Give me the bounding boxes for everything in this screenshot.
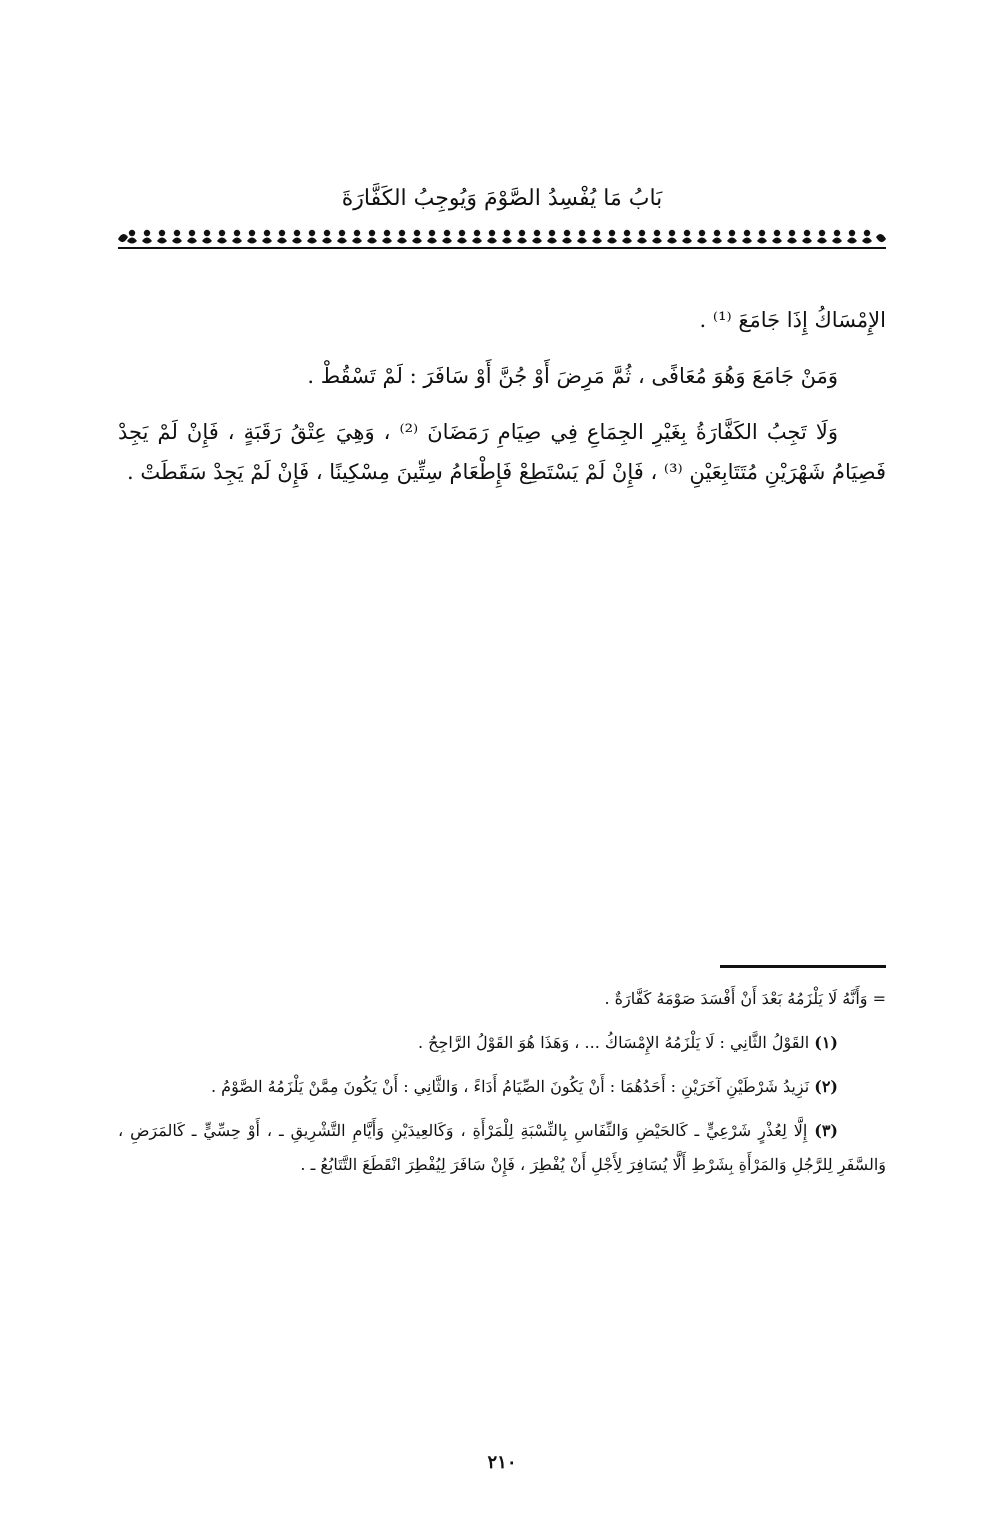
footnote-number: (١)	[814, 1033, 838, 1052]
footnote-number: (٢)	[814, 1077, 838, 1096]
page-title: بَابُ مَا يُفْسِدُ الصَّوْمَ وَيُوجِبُ الكَفَّارَةَ	[341, 186, 663, 211]
ornament-motif	[472, 230, 482, 244]
ornament-motif	[742, 230, 752, 244]
ornament-motif	[202, 230, 212, 244]
footnote-separator	[720, 965, 886, 968]
ornament-motif	[757, 230, 767, 244]
footnote-3	[118, 1114, 886, 1182]
ornament-motif	[427, 230, 437, 244]
footnote-1	[118, 1026, 886, 1060]
paragraph: الإِمْسَاكُ إِذَا جَامَعَ ⁽¹⁾ .	[699, 308, 886, 332]
ornament-motif	[592, 230, 602, 244]
ornament-motif	[517, 230, 527, 244]
ornament-motif	[577, 230, 587, 244]
paragraph: وَمَنْ جَامَعَ وَهُوَ مُعَافًى ، ثُمَّ مَرِضَ أَوْ جُنَّ أَوْ سَافَرَ : لَمْ تَسْقُطْ .	[307, 364, 838, 388]
ornament-motif	[652, 230, 662, 244]
ornament-motif	[817, 230, 827, 244]
ornament-motif	[787, 230, 797, 244]
ornament-motif	[637, 230, 647, 244]
ornament-motif	[622, 230, 632, 244]
ornament-motif	[562, 230, 572, 244]
ornament-motif	[217, 230, 227, 244]
ornament-motif	[277, 230, 287, 244]
ornament-motif	[262, 230, 272, 244]
ornament-motif	[862, 230, 872, 244]
ornament-motif	[292, 230, 302, 244]
ornament-end-right	[876, 234, 886, 242]
ornament-motif	[232, 230, 242, 244]
ornament-motif	[352, 230, 362, 244]
footnotes	[118, 982, 886, 1192]
ornament-end-left	[118, 234, 128, 242]
ornament-motif	[682, 230, 692, 244]
ornament-motif	[322, 230, 332, 244]
ornament-motif	[847, 230, 857, 244]
ornament-motif	[832, 230, 842, 244]
ornament-motif	[142, 230, 152, 244]
ornament-motif	[397, 230, 407, 244]
ornament-motif	[772, 230, 782, 244]
ornament-motif	[367, 230, 377, 244]
main-text	[118, 300, 886, 508]
footnote-text: القَوْلُ الثَّانِي : لَا يَلْزَمُهُ الإِمْسَاكُ ... ، وَهَذَا هُوَ القَوْلُ الرَّاجِحُ .	[417, 1033, 810, 1052]
ornament-motif	[802, 230, 812, 244]
ornament-motif	[697, 230, 707, 244]
ornament-motif	[337, 230, 347, 244]
footnote-continuation: = وَأَنَّهُ لَا يَلْزَمُهُ بَعْدَ أَنْ أَفْسَدَ صَوْمَهُ كَفَّارَةٌ .	[604, 989, 886, 1008]
ornament-motif	[547, 230, 557, 244]
ornament-motif	[712, 230, 722, 244]
footnote-text: إِلَّا لِعُذْرٍ شَرْعِيٍّ ـ كَالحَيْضِ وَالنِّفَاسِ بِالنِّسْبَةِ لِلْمَرْأَةِ ، وَكَالعِيدَيْنِ وَأَيَّامِ التَّشْرِيقِ ـ ، أَوْ حِسِّيٍّ ـ كَالمَرَضِ ، وَالسَّفَرِ لِلرَّجُلِ وَالمَرْأَةِ بِشَرْطِ أَلَّا يُسَافِرَ لِأَجْلِ أَنْ يُفْطِرَ ، فَإِنْ سَافَرَ لِيُفْطِرَ انْقَطَعَ التَّتَابُعُ ـ .	[118, 1121, 886, 1174]
ornament-motif	[442, 230, 452, 244]
page-number: ٢١٠	[487, 1452, 517, 1473]
ornament-motif	[187, 230, 197, 244]
ornament-motif	[457, 230, 467, 244]
floral-border-icon	[118, 228, 886, 250]
ornament-motif	[307, 230, 317, 244]
ornament-motif	[607, 230, 617, 244]
ornament-motif	[382, 230, 392, 244]
ornament-motif	[172, 230, 182, 244]
footnote-text: نَزِيدُ شَرْطَيْنِ آخَرَيْنِ : أَحَدُهُمَا : أَنْ يَكُونَ الصِّيَامُ أَدَاءً ، وَالثَّانِي : أَنْ يَكُونَ مِمَّنْ يَلْزَمُهُ الصَّوْمُ .	[211, 1077, 810, 1096]
ornament-motif	[247, 230, 257, 244]
ornament-motif	[487, 230, 497, 244]
paragraph: وَلَا تَجِبُ الكَفَّارَةُ بِغَيْرِ الجِمَاعِ فِي صِيَامِ رَمَضَانَ ⁽²⁾ ، وَهِيَ عِتْقُ رَقَبَةٍ ، فَإِنْ لَمْ يَجِدْ فَصِيَامُ شَهْرَيْنِ مُتَتَابِعَيْنِ ⁽³⁾ ، فَإِنْ لَمْ يَسْتَطِعْ فَإِطْعَامُ سِتِّينَ مِسْكِينًا ، فَإِنْ لَمْ يَجِدْ سَقَطَتْ .	[118, 420, 886, 484]
ornament-motif	[727, 230, 737, 244]
ornament-motif	[502, 230, 512, 244]
ornament-motif	[127, 230, 137, 244]
ornament-motif	[157, 230, 167, 244]
ornament-motif	[667, 230, 677, 244]
footnote-number: (٣)	[814, 1121, 838, 1140]
ornament-motif	[412, 230, 422, 244]
ornament-motif	[532, 230, 542, 244]
footnote-2	[118, 1070, 886, 1104]
